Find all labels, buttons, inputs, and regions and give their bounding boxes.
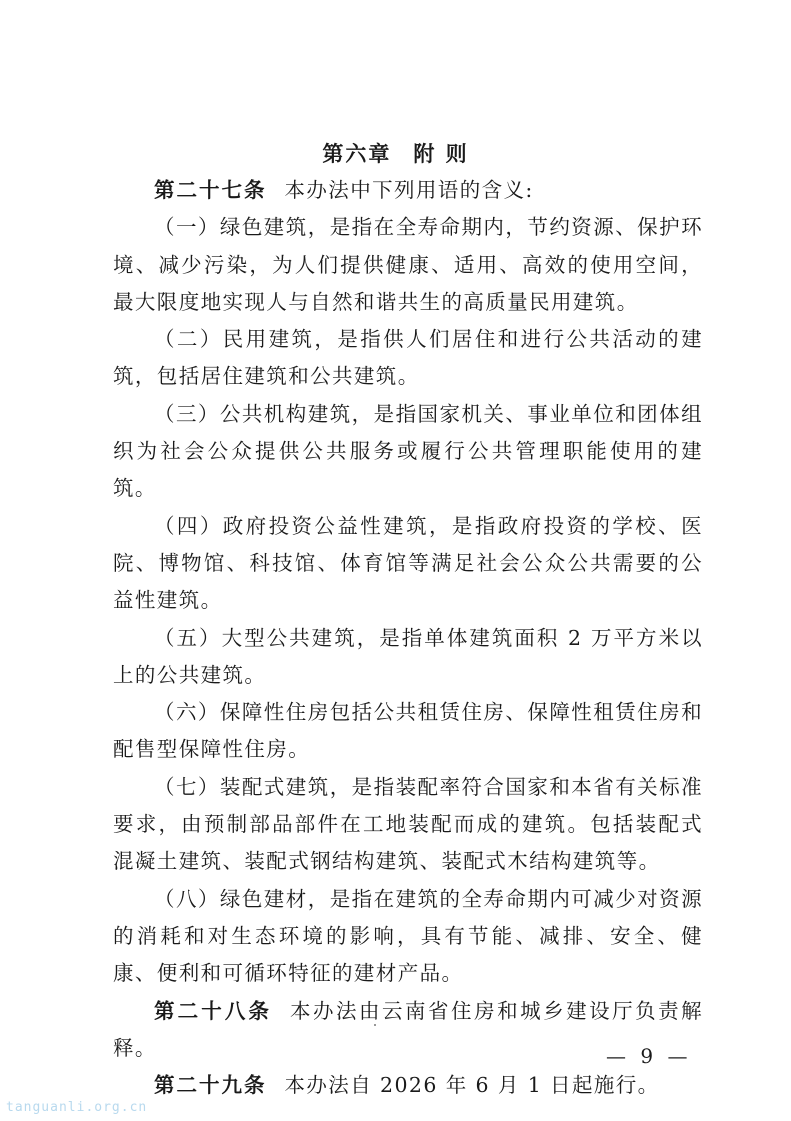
scan-speck xyxy=(374,1024,376,1026)
definition-item-4: （四）政府投资公益性建筑，是指政府投资的学校、医院、博物馆、科技馆、体育馆等满足社会公众公共需要的公益性建筑。 xyxy=(113,513,703,613)
watermark-text: tanguanli.org.cn xyxy=(6,1100,148,1115)
definition-item-6: （六）保障性住房包括公共租赁住房、保障性租赁住房和配售型保障性住房。 xyxy=(113,700,703,762)
definition-item-2: （二）民用建筑，是指供人们居住和进行公共活动的建筑，包括居住建筑和公共建筑。 xyxy=(113,327,703,389)
article-29-text: 本办法自 2026 年 6 月 1 日起施行。 xyxy=(284,1073,660,1098)
article-29 xyxy=(113,1067,703,1104)
definition-item-1: （一）绿色建筑，是指在全寿命期内，节约资源、保护环境、减少污染，为人们提供健康、适用、高效的使用空间，最大限度地实现人与自然和谐共生的高质量民用建筑。 xyxy=(113,215,703,314)
chapter-name: 附 则 xyxy=(413,142,469,166)
article-28-text: 本办法由云南省住房和城乡建设厅负责解释。 xyxy=(113,998,704,1060)
document-body xyxy=(113,172,703,1104)
article-29-label: 第二十九条 xyxy=(154,1073,267,1098)
chapter-number: 第六章 xyxy=(322,142,392,166)
article-27-text: 本办法中下列用语的含义: xyxy=(284,178,534,202)
article-27 xyxy=(113,172,703,209)
article-27-label: 第二十七条 xyxy=(154,178,267,202)
definition-item-5: （五）大型公共建筑，是指单体建筑面积 2 万平方米以上的公共建筑。 xyxy=(113,625,703,687)
page-number: — 9 — xyxy=(606,1044,692,1068)
chapter-title xyxy=(0,138,791,168)
definition-item-3: （三）公共机构建筑，是指国家机关、事业单位和团体组织为社会公众提供公共服务或履行公共管理职能使用的建筑。 xyxy=(113,401,703,501)
article-28-label: 第二十八条 xyxy=(154,998,273,1023)
definition-item-7: （七）装配式建筑，是指装配率符合国家和本省有关标准要求，由预制部品部件在工地装配而成的建筑。包括装配式混凝土建筑、装配式钢结构建筑、装配式木结构建筑等。 xyxy=(113,774,703,874)
definition-item-8: （八）绿色建材，是指在建筑的全寿命期内可减少对资源的消耗和对生态环境的影响，具有节能、减排、安全、健康、便利和可循环特征的建材产品。 xyxy=(113,886,703,986)
